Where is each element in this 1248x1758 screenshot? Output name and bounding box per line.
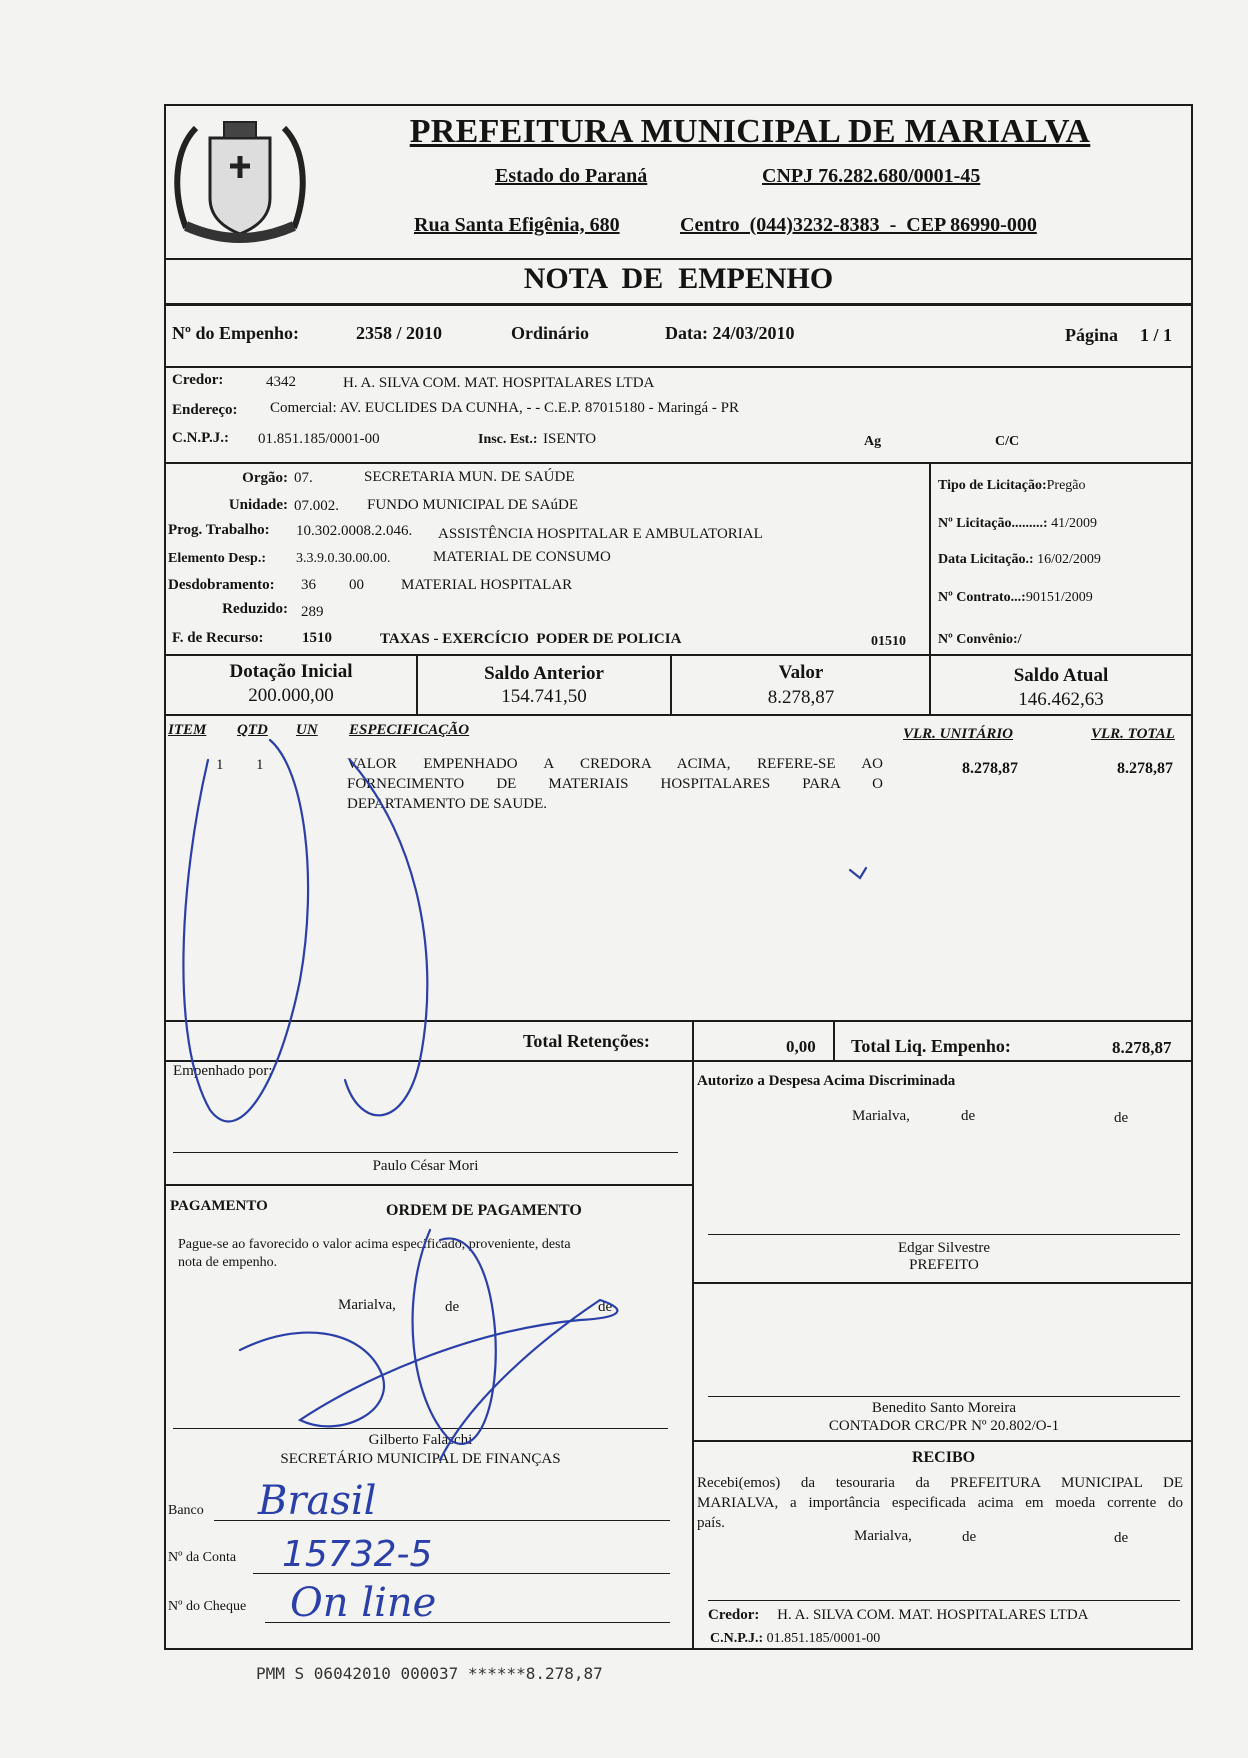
contador-title: CONTADOR CRC/PR Nº 20.802/O-1	[828, 1418, 1060, 1434]
contador-name: Benedito Santo Moreira	[871, 1400, 1017, 1416]
saldo-anterior-label: Saldo Anterior	[484, 663, 604, 684]
desdobramento-a: 36	[301, 577, 316, 593]
item-total-value: 8.278,87	[1117, 760, 1173, 777]
empenho-type: Ordinário	[511, 323, 590, 343]
conta-handwritten: 15732-5	[282, 1534, 433, 1575]
pagamento-label: PAGAMENTO	[170, 1198, 268, 1214]
saldo-atual-label: Saldo Atual	[1013, 665, 1109, 686]
recibo-text-line1: Recebi(emos) da tesouraria da PREFEITURA MUNICIPAL DE	[697, 1475, 1183, 1491]
elemento-label: Elemento Desp.:	[168, 551, 266, 566]
col-un: UN	[296, 722, 318, 738]
licitacao-date-value: 16/02/2009	[1037, 552, 1101, 567]
retencoes-value: 0,00	[786, 1037, 816, 1056]
prog-code: 10.302.0008.2.046.	[296, 523, 413, 539]
col-item: ITEM	[168, 722, 207, 738]
empenho-date: Data: 24/03/2010	[665, 323, 795, 343]
unidade-label: Unidade:	[228, 497, 288, 513]
page-label: Página	[1065, 325, 1119, 345]
item-number: 1	[216, 757, 224, 773]
credor-label: Credor:	[172, 372, 224, 388]
empenho-number: 2358 / 2010	[356, 323, 443, 343]
licitacao-number-label: Nº Licitação.........:	[938, 516, 1048, 531]
convenio-label: Nº Convênio:/	[938, 632, 1022, 647]
credor-code: 4342	[266, 374, 296, 390]
contrato-value: 90151/2009	[1025, 590, 1093, 605]
liq-empenho-label: Total Liq. Empenho:	[851, 1036, 1011, 1056]
col-vlr-unitario: VLR. UNITÁRIO	[903, 726, 1014, 742]
item-unit-value: 8.278,87	[962, 760, 1018, 777]
item-spec-line2: FORNECIMENTO DE MATERIAIS HOSPITALARES PARA O	[347, 776, 883, 792]
recibo-local: Marialva,	[854, 1528, 912, 1544]
cheque-label: Nº do Cheque	[168, 1599, 247, 1614]
orgao-code: 07.	[294, 470, 313, 486]
scribble-oval-right	[345, 760, 427, 1115]
cheque-handwritten: On line	[290, 1580, 437, 1626]
street-address: Rua Santa Efigênia, 680	[414, 214, 620, 236]
contrato-label: Nº Contrato...:	[938, 590, 1026, 605]
reduzido-label: Reduzido:	[222, 601, 288, 617]
col-vlr-total: VLR. TOTAL	[1091, 726, 1175, 742]
scribble-secretario-oval	[413, 1230, 496, 1444]
autorizo-local: Marialva,	[852, 1108, 910, 1124]
licitacao-type-label: Tipo de Licitação:	[938, 478, 1047, 493]
autorizo-de2: de	[1114, 1110, 1129, 1126]
banco-handwritten: Brasil	[258, 1478, 377, 1524]
licitacao-date	[938, 552, 1101, 568]
prefeito-title: PREFEITO	[909, 1257, 979, 1273]
prog-label: Prog. Trabalho:	[168, 522, 270, 538]
valor-label: Valor	[778, 662, 824, 683]
elemento-code: 3.3.9.0.30.00.00.	[296, 551, 391, 566]
recurso-name: TAXAS - EXERCÍCIO PODER DE POLICIA	[380, 631, 682, 647]
recibo-cnpj	[710, 1631, 880, 1647]
recibo-title: RECIBO	[911, 1449, 976, 1466]
unidade-name: FUNDO MUNICIPAL DE SAúDE	[367, 497, 578, 513]
banco-label: Banco	[168, 1503, 204, 1518]
elemento-name: MATERIAL DE CONSUMO	[433, 549, 611, 565]
ordem-pagamento-title: ORDEM DE PAGAMENTO	[386, 1202, 582, 1219]
recurso-number: 01510	[871, 634, 906, 649]
col-qtd: QTD	[237, 722, 268, 738]
pagamento-de2: de	[598, 1299, 613, 1315]
coat-of-arms-logo	[166, 108, 314, 256]
prefeito-name: Edgar Silvestre	[897, 1240, 991, 1256]
saldo-anterior-value: 154.741,50	[501, 686, 587, 707]
autorizo-label: Autorizo a Despesa Acima Discriminada	[697, 1073, 956, 1089]
col-especificacao: ESPECIFICAÇÃO	[349, 722, 470, 738]
recibo-credor	[708, 1607, 1088, 1624]
recibo-credor-label: Credor:	[708, 1607, 760, 1623]
recibo-credor-name: H. A. SILVA COM. MAT. HOSPITALARES LTDA	[777, 1607, 1089, 1623]
item-spec-line1: VALOR EMPENHADO A CREDORA ACIMA, REFERE-SE AO	[347, 756, 883, 772]
licitacao-number-value: 41/2009	[1051, 516, 1097, 531]
reduzido-value: 289	[301, 604, 324, 620]
page-number: 1 / 1	[1140, 325, 1173, 345]
cnpj-header: CNPJ 76.282.680/0001-45	[762, 165, 981, 187]
unidade-code: 07.002.	[294, 498, 339, 514]
ag-label: Ag	[864, 434, 882, 449]
licitacao-type-value: Pregão	[1046, 478, 1086, 493]
item-qtd: 1	[256, 757, 264, 773]
secretario-title: SECRETÁRIO MUNICIPAL DE FINANÇAS	[280, 1451, 561, 1467]
cc-label: C/C	[995, 434, 1020, 449]
recurso-label: F. de Recurso:	[172, 630, 264, 646]
desdobramento-b: 00	[349, 577, 364, 593]
licitacao-date-label: Data Licitação.:	[938, 552, 1034, 567]
autorizo-de1: de	[961, 1108, 976, 1124]
secretario-name: Gilberto Falaschi	[368, 1432, 473, 1448]
insc-est-label: Insc. Est.:	[478, 432, 538, 447]
state-name: Estado do Paraná	[495, 165, 648, 187]
recibo-cnpj-label: C.N.P.J.:	[710, 1631, 764, 1646]
contrato-number	[938, 590, 1093, 606]
pagamento-local: Marialva,	[338, 1297, 396, 1313]
scribble-check	[850, 868, 866, 878]
recibo-text-line3: país.	[697, 1515, 725, 1531]
address-contact: Centro (044)3232-8383 - CEP 86990-000	[680, 214, 1037, 236]
recurso-code: 1510	[302, 630, 332, 646]
dotacao-inicial-label: Dotação Inicial	[229, 661, 353, 682]
dotacao-inicial-value: 200.000,00	[248, 685, 334, 706]
pagamento-text-line1: Pague-se ao favorecido o valor acima especificado, proveniente, desta	[178, 1237, 571, 1252]
orgao-label: Orgão:	[242, 470, 288, 486]
licitacao-type	[938, 478, 1086, 494]
orgao-name: SECRETARIA MUN. DE SAÚDE	[364, 469, 575, 485]
endereco-label: Endereço:	[172, 402, 238, 418]
liq-empenho-value: 8.278,87	[1112, 1038, 1172, 1057]
empenhado-por-name: Paulo César Mori	[372, 1158, 479, 1174]
mechanical-stamp: PMM S 06042010 000037 ******8.278,87	[256, 1664, 603, 1683]
item-spec-line3: DEPARTAMENTO DE SAUDE.	[347, 796, 547, 812]
pagamento-de1: de	[445, 1299, 460, 1315]
desdobramento-label: Desdobramento:	[168, 577, 275, 593]
recibo-text-line2: MARIALVA, a importância especificada acima em moeda corrente do	[697, 1495, 1183, 1511]
desdobramento-name: MATERIAL HOSPITALAR	[401, 577, 573, 593]
document-title: NOTA DE EMPENHO	[523, 262, 834, 295]
prog-name: ASSISTÊNCIA HOSPITALAR E AMBULATORIAL	[438, 526, 763, 542]
empenhado-por-label: Empenhado por:	[173, 1063, 273, 1079]
empenho-number-label: Nº do Empenho:	[172, 323, 299, 343]
recibo-cnpj-value: 01.851.185/0001-00	[766, 1631, 881, 1646]
retencoes-label: Total Retenções:	[523, 1031, 650, 1051]
cnpj-value: 01.851.185/0001-00	[258, 431, 380, 447]
saldo-atual-value: 146.462,63	[1018, 689, 1104, 710]
licitacao-number	[938, 516, 1097, 532]
credor-name: H. A. SILVA COM. MAT. HOSPITALARES LTDA	[343, 375, 655, 391]
cnpj-label: C.N.P.J.:	[172, 430, 229, 446]
recibo-de1: de	[962, 1529, 977, 1545]
pagamento-text-line2: nota de empenho.	[178, 1255, 278, 1270]
conta-label: Nº da Conta	[168, 1550, 237, 1565]
endereco-value: Comercial: AV. EUCLIDES DA CUNHA, - - C.E.P. 87015180 - Maringá - PR	[270, 400, 740, 416]
prefecture-title: PREFEITURA MUNICIPAL DE MARIALVA	[409, 113, 1091, 150]
insc-est-value: ISENTO	[543, 431, 597, 447]
valor-value: 8.278,87	[767, 687, 835, 708]
recibo-de2: de	[1114, 1530, 1129, 1546]
